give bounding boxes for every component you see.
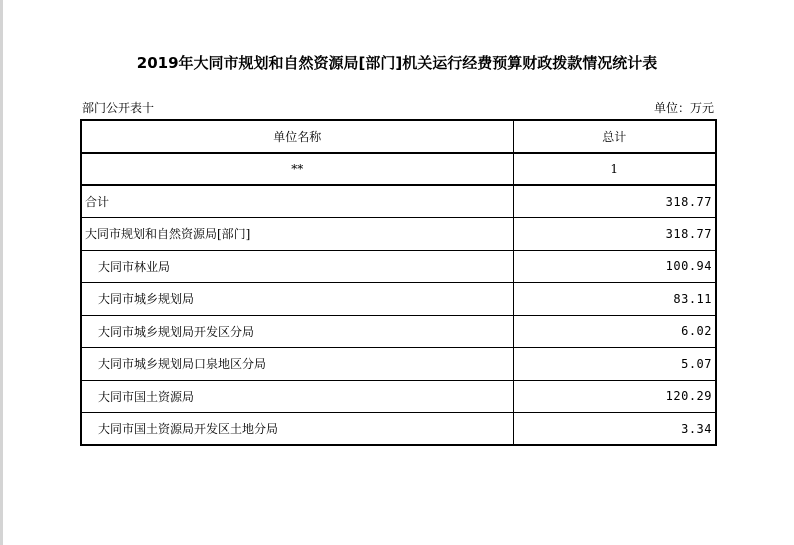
- table-row: [81, 348, 716, 381]
- table-row: [81, 218, 716, 251]
- row-name: 大同市城乡规划局: [81, 283, 513, 316]
- header-unit-name: 单位名称: [81, 120, 513, 153]
- table-code: 部门公开表十: [82, 101, 155, 115]
- table-row: [81, 380, 716, 413]
- row-total: 318.77: [513, 185, 716, 218]
- header-row: [81, 120, 716, 153]
- page-left-edge: [0, 0, 3, 545]
- row-name: 大同市城乡规划局开发区分局: [81, 315, 513, 348]
- row-name: 大同市国土资源局开发区土地分局: [81, 413, 513, 446]
- budget-table: [80, 119, 717, 446]
- table-row: [81, 413, 716, 446]
- table-row: [81, 185, 716, 218]
- row-total: 100.94: [513, 250, 716, 283]
- row-name: 合计: [81, 185, 513, 218]
- table-row: [81, 250, 716, 283]
- row-name: 大同市规划和自然资源局[部门]: [81, 218, 513, 251]
- row-name: 大同市城乡规划局口泉地区分局: [81, 348, 513, 381]
- row-name: 大同市林业局: [81, 250, 513, 283]
- row-name: 大同市国土资源局: [81, 380, 513, 413]
- table-row: [81, 283, 716, 316]
- table-row: [81, 315, 716, 348]
- row-total: 318.77: [513, 218, 716, 251]
- index-row: [81, 153, 716, 186]
- report-title: 2019年大同市规划和自然资源局[部门]机关运行经费预算财政拨款情况统计表: [136, 54, 658, 72]
- row-total: 120.29: [513, 380, 716, 413]
- row-total: 83.11: [513, 283, 716, 316]
- index-name-cell: **: [81, 153, 513, 186]
- row-total: 3.34: [513, 413, 716, 446]
- unit-label: 单位：万元: [653, 101, 714, 115]
- row-total: 6.02: [513, 315, 716, 348]
- header-total: 总计: [513, 120, 716, 153]
- index-total-cell: 1: [513, 153, 716, 186]
- row-total: 5.07: [513, 348, 716, 381]
